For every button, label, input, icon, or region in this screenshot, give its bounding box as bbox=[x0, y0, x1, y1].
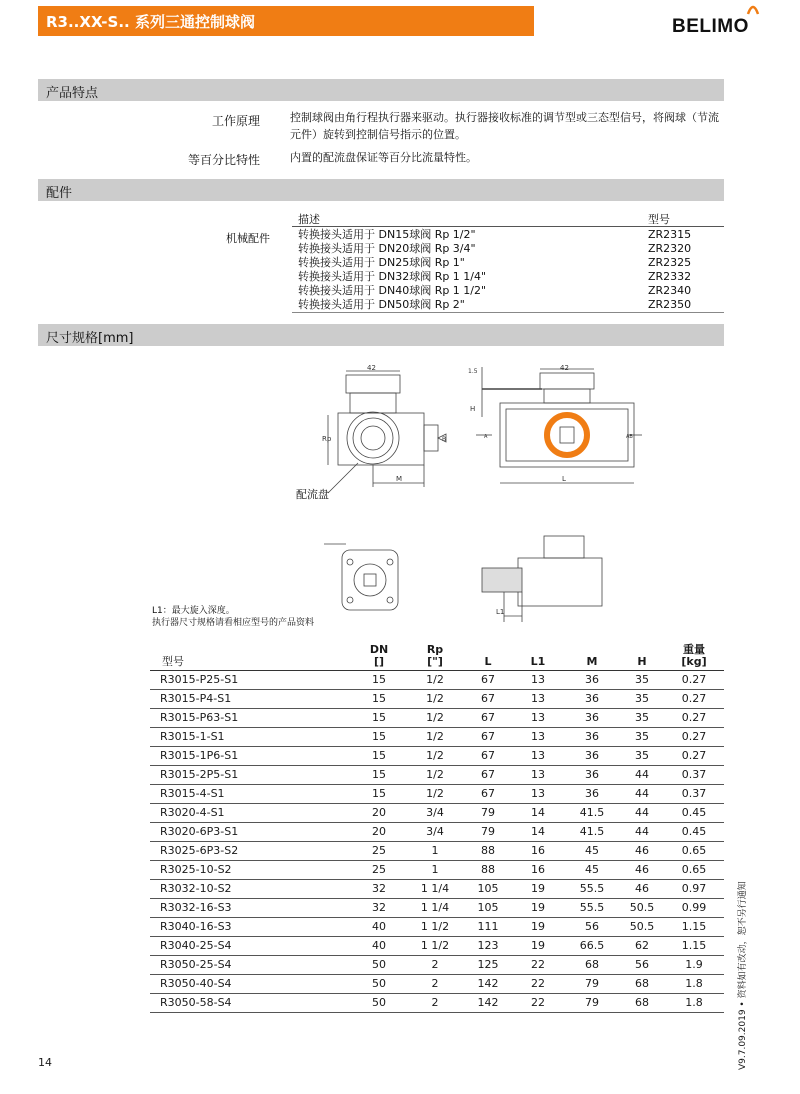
table-row bbox=[150, 804, 724, 823]
table-cell: 105 bbox=[464, 880, 512, 899]
note-actuator: 执行器尺寸规格请看相应型号的产品资料 bbox=[152, 618, 315, 628]
table-cell: 1 1/2 bbox=[406, 918, 464, 937]
section-title: 配件 bbox=[46, 186, 73, 201]
table-cell: 36 bbox=[564, 709, 620, 728]
dim-rp-label: Rp bbox=[322, 435, 332, 443]
table-cell: R3015-P25-S1 bbox=[150, 671, 352, 690]
accessory-type: ZR2315 bbox=[648, 228, 692, 241]
table-cell: 0.37 bbox=[664, 766, 724, 785]
accessory-desc: 转换接头适用于 DN50球阀 Rp 2" bbox=[298, 298, 465, 311]
table-cell: 142 bbox=[464, 994, 512, 1013]
table-cell: 0.65 bbox=[664, 842, 724, 861]
table-cell: 25 bbox=[352, 861, 406, 880]
table-row bbox=[150, 861, 724, 880]
table-cell: 1.8 bbox=[664, 994, 724, 1013]
dim-1-5-label: 1.5 bbox=[468, 368, 478, 375]
section-dimensions bbox=[38, 324, 724, 346]
table-cell: 36 bbox=[564, 747, 620, 766]
equal-percentage-text: 内置的配流盘保证等百分比流量特性。 bbox=[290, 151, 477, 164]
table-cell: 0.27 bbox=[664, 747, 724, 766]
accessory-col-desc: 描述 bbox=[298, 213, 320, 226]
table-cell: 25 bbox=[352, 842, 406, 861]
table-cell: 125 bbox=[464, 956, 512, 975]
table-cell: 67 bbox=[464, 709, 512, 728]
table-cell: 44 bbox=[620, 804, 664, 823]
table-cell: R3025-10-S2 bbox=[150, 861, 352, 880]
table-cell: 36 bbox=[564, 690, 620, 709]
table-cell: 32 bbox=[352, 880, 406, 899]
table-cell: 50.5 bbox=[620, 918, 664, 937]
table-cell: 3/4 bbox=[406, 823, 464, 842]
table-cell: 1.9 bbox=[664, 956, 724, 975]
table-cell: 67 bbox=[464, 728, 512, 747]
table-cell: 0.97 bbox=[664, 880, 724, 899]
dimensions-table bbox=[150, 644, 724, 1013]
table-cell: 68 bbox=[620, 975, 664, 994]
table-cell: 19 bbox=[512, 880, 564, 899]
dim-l-label: L bbox=[562, 475, 566, 483]
table-cell: 46 bbox=[620, 842, 664, 861]
table-cell: 15 bbox=[352, 690, 406, 709]
table-cell: 0.65 bbox=[664, 861, 724, 880]
table-cell: 20 bbox=[352, 823, 406, 842]
table-cell: 35 bbox=[620, 709, 664, 728]
table-cell: 68 bbox=[564, 956, 620, 975]
table-cell: 50.5 bbox=[620, 899, 664, 918]
accessory-type: ZR2340 bbox=[648, 284, 692, 297]
table-cell: 13 bbox=[512, 747, 564, 766]
table-cell: 55.5 bbox=[564, 899, 620, 918]
table-cell: R3050-58-S4 bbox=[150, 994, 352, 1013]
page-title: R3..XX-S.. 系列三通控制球阀 bbox=[46, 13, 255, 31]
table-cell: 44 bbox=[620, 785, 664, 804]
table-cell: 1/2 bbox=[406, 709, 464, 728]
accessory-desc: 转换接头适用于 DN20球阀 Rp 3/4" bbox=[298, 242, 476, 255]
table-cell: 0.99 bbox=[664, 899, 724, 918]
valve-side-view-drawing bbox=[462, 365, 652, 490]
table-cell: 67 bbox=[464, 671, 512, 690]
table-cell: 0.45 bbox=[664, 823, 724, 842]
col-rp-title: Rp bbox=[426, 643, 444, 656]
table-cell: 1.15 bbox=[664, 918, 724, 937]
table-row bbox=[150, 880, 724, 899]
table-cell: 15 bbox=[352, 728, 406, 747]
section-title: 产品特点 bbox=[46, 86, 99, 101]
table-row bbox=[150, 747, 724, 766]
table-cell: 1 1/4 bbox=[406, 880, 464, 899]
table-cell: 67 bbox=[464, 785, 512, 804]
table-cell: R3015-1-S1 bbox=[150, 728, 352, 747]
table-row bbox=[150, 937, 724, 956]
table-cell: 14 bbox=[512, 804, 564, 823]
table-cell: 46 bbox=[620, 861, 664, 880]
table-cell: 56 bbox=[620, 956, 664, 975]
table-cell: 2 bbox=[406, 975, 464, 994]
table-cell: 13 bbox=[512, 690, 564, 709]
table-cell: 15 bbox=[352, 671, 406, 690]
table-cell: 105 bbox=[464, 899, 512, 918]
col-dn bbox=[352, 644, 406, 671]
table-cell: R3032-16-S3 bbox=[150, 899, 352, 918]
accessory-desc: 转换接头适用于 DN32球阀 Rp 1 1/4" bbox=[298, 270, 487, 283]
table-cell: 35 bbox=[620, 690, 664, 709]
accessory-desc: 转换接头适用于 DN25球阀 Rp 1" bbox=[298, 256, 465, 269]
table-cell: 0.27 bbox=[664, 728, 724, 747]
table-cell: 88 bbox=[464, 861, 512, 880]
table-cell: 13 bbox=[512, 785, 564, 804]
table-cell: 45 bbox=[564, 842, 620, 861]
col-l1: L1 bbox=[512, 644, 564, 671]
table-cell: 67 bbox=[464, 690, 512, 709]
table-cell: 68 bbox=[620, 994, 664, 1013]
table-cell: 50 bbox=[352, 975, 406, 994]
table-cell: R3015-4-S1 bbox=[150, 785, 352, 804]
table-cell: 50 bbox=[352, 994, 406, 1013]
table-cell: 1/2 bbox=[406, 671, 464, 690]
table-cell: R3015-1P6-S1 bbox=[150, 747, 352, 766]
table-cell: 62 bbox=[620, 937, 664, 956]
table-cell: R3025-6P3-S2 bbox=[150, 842, 352, 861]
table-cell: 111 bbox=[464, 918, 512, 937]
table-cell: 50 bbox=[352, 956, 406, 975]
table-cell: 79 bbox=[564, 975, 620, 994]
table-cell: R3020-4-S1 bbox=[150, 804, 352, 823]
accessory-type: ZR2325 bbox=[648, 256, 692, 269]
table-cell: 19 bbox=[512, 937, 564, 956]
table-cell: 16 bbox=[512, 842, 564, 861]
table-cell: 1/2 bbox=[406, 766, 464, 785]
table-body bbox=[150, 671, 724, 1013]
table-cell: 40 bbox=[352, 918, 406, 937]
table-cell: 1.15 bbox=[664, 937, 724, 956]
section-accessories bbox=[38, 179, 724, 201]
accessory-header-rule bbox=[292, 226, 724, 227]
table-cell: R3015-2P5-S1 bbox=[150, 766, 352, 785]
port-ab-label: AB bbox=[626, 434, 633, 440]
port-a-label: A bbox=[484, 434, 488, 440]
table-cell: 41.5 bbox=[564, 804, 620, 823]
col-h: H bbox=[620, 644, 664, 671]
table-cell: 1 bbox=[406, 861, 464, 880]
accessory-col-type: 型号 bbox=[648, 213, 670, 226]
table-cell: 1/2 bbox=[406, 690, 464, 709]
col-m: M bbox=[564, 644, 620, 671]
table-row bbox=[150, 690, 724, 709]
accessory-bottom-rule bbox=[292, 312, 724, 313]
table-cell: 15 bbox=[352, 785, 406, 804]
table-cell: 35 bbox=[620, 671, 664, 690]
table-cell: R3020-6P3-S1 bbox=[150, 823, 352, 842]
col-rp bbox=[406, 644, 464, 671]
table-row bbox=[150, 823, 724, 842]
table-cell: 0.37 bbox=[664, 785, 724, 804]
table-row bbox=[150, 785, 724, 804]
working-principle-line2: 元件）旋转到控制信号指示的位置。 bbox=[290, 128, 466, 141]
port-b-label: B bbox=[442, 436, 447, 443]
equal-percentage-label: 等百分比特性 bbox=[187, 153, 260, 167]
table-cell: 142 bbox=[464, 975, 512, 994]
title-banner bbox=[38, 6, 534, 36]
table-cell: 32 bbox=[352, 899, 406, 918]
table-cell: 66.5 bbox=[564, 937, 620, 956]
table-cell: R3015-P4-S1 bbox=[150, 690, 352, 709]
table-cell: 15 bbox=[352, 709, 406, 728]
table-cell: R3040-25-S4 bbox=[150, 937, 352, 956]
table-cell: 0.45 bbox=[664, 804, 724, 823]
col-model: 型号 bbox=[150, 644, 352, 671]
col-l: L bbox=[464, 644, 512, 671]
table-cell: 46 bbox=[620, 880, 664, 899]
table-row bbox=[150, 918, 724, 937]
table-cell: R3032-10-S2 bbox=[150, 880, 352, 899]
dim-42-side-label: 42 bbox=[560, 365, 569, 372]
table-cell: 88 bbox=[464, 842, 512, 861]
working-principle-line1: 控制球阀由角行程执行器来驱动。执行器接收标准的调节型或三态型信号，将阀球（节流 bbox=[290, 111, 719, 124]
valve-bottom-view-drawing bbox=[316, 538, 416, 618]
table-cell: 13 bbox=[512, 766, 564, 785]
table-cell: 123 bbox=[464, 937, 512, 956]
table-row bbox=[150, 975, 724, 994]
table-cell: 19 bbox=[512, 918, 564, 937]
table-cell: 2 bbox=[406, 994, 464, 1013]
table-cell: R3050-40-S4 bbox=[150, 975, 352, 994]
table-row bbox=[150, 994, 724, 1013]
table-cell: 2 bbox=[406, 956, 464, 975]
table-cell: 36 bbox=[564, 785, 620, 804]
table-cell: 0.27 bbox=[664, 671, 724, 690]
dim-h-label: H bbox=[470, 405, 476, 413]
table-cell: 20 bbox=[352, 804, 406, 823]
dim-m-label: M bbox=[396, 475, 403, 483]
table-cell: 22 bbox=[512, 956, 564, 975]
table-row bbox=[150, 728, 724, 747]
table-cell: 1 1/4 bbox=[406, 899, 464, 918]
col-weight-unit: [kg] bbox=[681, 655, 707, 668]
table-cell: 0.27 bbox=[664, 709, 724, 728]
logo-mark-icon bbox=[746, 2, 760, 16]
table-cell: 67 bbox=[464, 766, 512, 785]
table-row bbox=[150, 956, 724, 975]
table-cell: 36 bbox=[564, 671, 620, 690]
note-l1: L1：最大旋入深度。 bbox=[152, 606, 235, 616]
working-principle-label: 工作原理 bbox=[211, 114, 260, 128]
table-cell: 22 bbox=[512, 975, 564, 994]
table-cell: 44 bbox=[620, 823, 664, 842]
table-cell: 55.5 bbox=[564, 880, 620, 899]
table-row bbox=[150, 842, 724, 861]
col-dn-unit: [] bbox=[373, 655, 385, 668]
table-cell: 67 bbox=[464, 747, 512, 766]
table-cell: 56 bbox=[564, 918, 620, 937]
table-row bbox=[150, 766, 724, 785]
table-cell: 79 bbox=[464, 823, 512, 842]
accessory-type: ZR2350 bbox=[648, 298, 692, 311]
accessory-type: ZR2320 bbox=[648, 242, 692, 255]
table-cell: 1/2 bbox=[406, 785, 464, 804]
table-cell: 0.27 bbox=[664, 690, 724, 709]
table-row bbox=[150, 671, 724, 690]
col-weight-title: 重量 bbox=[683, 643, 705, 656]
table-cell: 36 bbox=[564, 728, 620, 747]
accessory-type: ZR2332 bbox=[648, 270, 692, 283]
table-cell: 22 bbox=[512, 994, 564, 1013]
table-cell: R3050-25-S4 bbox=[150, 956, 352, 975]
table-cell: 44 bbox=[620, 766, 664, 785]
accessory-desc: 转换接头适用于 DN15球阀 Rp 1/2" bbox=[298, 228, 476, 241]
table-row bbox=[150, 899, 724, 918]
accessory-desc: 转换接头适用于 DN40球阀 Rp 1 1/2" bbox=[298, 284, 487, 297]
table-cell: 36 bbox=[564, 766, 620, 785]
dim-l1-label: L1 bbox=[496, 608, 505, 616]
valve-front-view-drawing bbox=[318, 365, 458, 515]
table-cell: 13 bbox=[512, 728, 564, 747]
table-cell: 15 bbox=[352, 766, 406, 785]
col-dn-title: DN bbox=[369, 643, 389, 656]
flow-plate-label: 配流盘 bbox=[296, 488, 329, 501]
table-cell: 41.5 bbox=[564, 823, 620, 842]
col-rp-unit: ["] bbox=[427, 655, 443, 668]
table-cell: 13 bbox=[512, 671, 564, 690]
table-cell: 16 bbox=[512, 861, 564, 880]
table-cell: 35 bbox=[620, 728, 664, 747]
dim-42-label: 42 bbox=[367, 365, 376, 372]
section-features bbox=[38, 79, 724, 101]
col-weight bbox=[664, 644, 724, 671]
table-cell: 40 bbox=[352, 937, 406, 956]
table-header-row bbox=[150, 644, 724, 671]
table-cell: 79 bbox=[464, 804, 512, 823]
table-cell: 79 bbox=[564, 994, 620, 1013]
mechanical-accessory-label: 机械配件 bbox=[226, 232, 270, 245]
table-cell: 15 bbox=[352, 747, 406, 766]
table-cell: 45 bbox=[564, 861, 620, 880]
table-cell: 35 bbox=[620, 747, 664, 766]
section-title: 尺寸规格[mm] bbox=[46, 331, 134, 346]
table-cell: 1/2 bbox=[406, 747, 464, 766]
table-cell: 1/2 bbox=[406, 728, 464, 747]
page-number: 14 bbox=[38, 1056, 52, 1069]
table-cell: 3/4 bbox=[406, 804, 464, 823]
table-cell: 1 bbox=[406, 842, 464, 861]
table-row bbox=[150, 709, 724, 728]
table-cell: 19 bbox=[512, 899, 564, 918]
table-cell: 1 1/2 bbox=[406, 937, 464, 956]
valve-section-view-drawing bbox=[464, 530, 614, 630]
table-cell: 13 bbox=[512, 709, 564, 728]
table-cell: 1.8 bbox=[664, 975, 724, 994]
table-cell: 14 bbox=[512, 823, 564, 842]
version-note: V9.7.09.2019 • 资料如有改动，恕不另行通知 bbox=[738, 881, 748, 1070]
table-cell: R3040-16-S3 bbox=[150, 918, 352, 937]
table-cell: R3015-P63-S1 bbox=[150, 709, 352, 728]
brand-logo: BELIMO bbox=[672, 16, 749, 37]
